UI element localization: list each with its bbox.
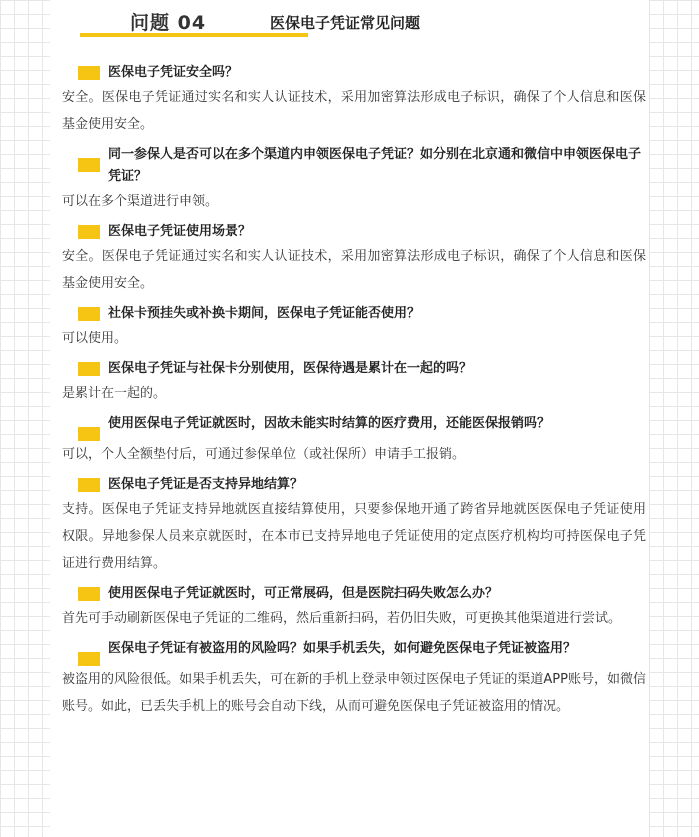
yellow-bar-marker: [78, 427, 100, 441]
faq-list: [62, 62, 646, 726]
section-title: 医保电子凭证常见问题: [270, 14, 421, 32]
faq-answer: 安全。医保电子凭证通过实名和实人认证技术，采用加密算法形成电子标识，确保了个人信息和医保基金使用安全。: [62, 249, 646, 291]
yellow-bar-marker: [78, 362, 100, 376]
faq-item: [62, 413, 646, 468]
faq-item: [62, 144, 646, 215]
faq-item: [62, 62, 646, 138]
faq-answer: 可以在多个渠道进行申领。: [62, 194, 219, 209]
yellow-bar-marker: [78, 158, 100, 172]
faq-item: [62, 221, 646, 297]
faq-question: 同一参保人是否可以在多个渠道内申领医保电子凭证？如分别在北京通和微信中申领医保电子凭证？: [62, 144, 646, 188]
faq-answer: 可以使用。: [62, 331, 128, 346]
faq-item: [62, 583, 646, 632]
grid-background-left: [0, 0, 50, 837]
faq-answer: 可以，个人全额垫付后，可通过参保单位（或社保所）申请手工报销。: [62, 447, 466, 462]
faq-answer: 首先可手动刷新医保电子凭证的二维码，然后重新扫码，若仍旧失败，可更换其他渠道进行尝试。: [62, 611, 622, 626]
faq-answer: 被盗用的风险很低。如果手机丢失，可在新的手机上登录申领过医保电子凭证的渠道APP账号，如微信账号。如此，已丢失手机上的账号会自动下线，从而可避免医保电子凭证被盗用的情况。: [62, 672, 646, 714]
faq-question: 医保电子凭证有被盗用的风险吗？如果手机丢失，如何避免医保电子凭证被盗用？: [62, 638, 646, 666]
faq-item: [62, 358, 646, 407]
yellow-bar-marker: [78, 225, 100, 239]
faq-question: 社保卡预挂失或补换卡期间，医保电子凭证能否使用？: [62, 303, 646, 325]
grid-background-right: [649, 0, 699, 837]
section-header: [52, 0, 648, 48]
faq-question: 医保电子凭证安全吗？: [62, 62, 646, 84]
yellow-bar-marker: [78, 307, 100, 321]
yellow-bar-marker: [78, 652, 100, 666]
faq-item: [62, 638, 646, 720]
faq-question: 医保电子凭证与社保卡分别使用，医保待遇是累计在一起的吗？: [62, 358, 646, 380]
yellow-bar-marker: [78, 478, 100, 492]
faq-item: [62, 474, 646, 577]
faq-question: 医保电子凭证使用场景？: [62, 221, 646, 243]
faq-answer: 支持。医保电子凭证支持异地就医直接结算使用，只要参保地开通了跨省异地就医医保电子凭证使用权限。异地参保人员来京就医时，在本市已支持异地电子凭证使用的定点医疗机构均可持医保电子凭证进行费用结算。: [62, 502, 646, 571]
faq-answer: 是累计在一起的。: [62, 386, 167, 401]
yellow-bar-marker: [78, 587, 100, 601]
faq-question: 使用医保电子凭证就医时，可正常展码，但是医院扫码失败怎么办？: [62, 583, 646, 605]
faq-item: [62, 303, 646, 352]
faq-question: 医保电子凭证是否支持异地结算？: [62, 474, 646, 496]
document-page: [52, 0, 648, 837]
faq-answer: 安全。医保电子凭证通过实名和实人认证技术，采用加密算法形成电子标识，确保了个人信息和医保基金使用安全。: [62, 90, 646, 132]
faq-question: 使用医保电子凭证就医时，因故未能实时结算的医疗费用，还能医保报销吗？: [62, 413, 646, 441]
question-number: 问题 04: [130, 12, 207, 34]
yellow-bar-marker: [78, 66, 100, 80]
